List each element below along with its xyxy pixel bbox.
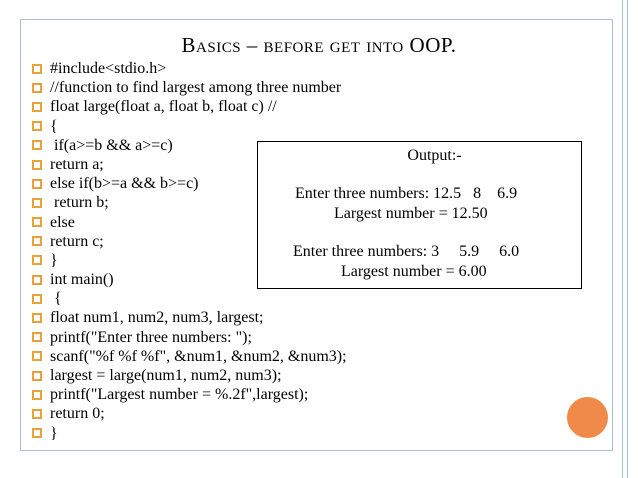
code-text: } — [50, 251, 58, 269]
square-bullet-icon — [32, 275, 42, 285]
title-suffix: OOP. — [403, 33, 457, 57]
square-bullet-icon — [32, 428, 42, 438]
square-bullet-icon — [32, 160, 42, 170]
slide-title — [0, 33, 638, 58]
square-bullet-icon — [32, 83, 42, 93]
code-text: return 0; — [50, 405, 105, 423]
code-text: int main() — [50, 271, 114, 289]
output-line-1: Enter three numbers: 12.5 8 6.9 — [295, 185, 518, 202]
square-bullet-icon — [32, 102, 42, 112]
code-text: float large(float a, float b, float c) // — [50, 98, 277, 116]
code-line — [32, 78, 347, 97]
code-line — [32, 328, 347, 347]
code-text: { — [50, 117, 58, 135]
output-line-2: Largest number = 12.50 — [334, 205, 488, 222]
code-text: float num1, num2, num3, largest; — [50, 309, 264, 327]
code-text: else if(b>=a && b>=c) — [50, 175, 199, 193]
title-middle: before get into — [263, 33, 404, 57]
code-text: if(a>=b && a>=c) — [50, 136, 173, 154]
code-line — [32, 59, 347, 78]
code-line — [32, 289, 347, 308]
square-bullet-icon — [32, 390, 42, 400]
square-bullet-icon — [32, 64, 42, 74]
square-bullet-icon — [32, 371, 42, 381]
square-bullet-icon — [32, 255, 42, 265]
right-edge-rule-inner — [627, 0, 628, 478]
code-line — [32, 117, 347, 136]
square-bullet-icon — [32, 313, 42, 323]
code-text: printf("Largest number = %.2f",largest); — [50, 386, 309, 404]
right-edge-rule — [622, 0, 623, 478]
code-text: } — [50, 424, 58, 442]
code-line — [32, 424, 347, 443]
code-text: return b; — [50, 194, 109, 212]
square-bullet-icon — [32, 351, 42, 361]
square-bullet-icon — [32, 121, 42, 131]
title-dash: – — [241, 33, 264, 57]
code-line — [32, 97, 347, 116]
square-bullet-icon — [32, 198, 42, 208]
code-text: return a; — [50, 155, 104, 173]
code-text: { — [50, 290, 62, 308]
square-bullet-icon — [32, 294, 42, 304]
code-line — [32, 385, 347, 404]
output-line-4: Largest number = 6.00 — [341, 263, 487, 280]
square-bullet-icon — [32, 332, 42, 342]
code-text: //function to find largest among three number — [50, 79, 342, 97]
code-text: #include<stdio.h> — [50, 60, 167, 77]
output-line-3: Enter three numbers: 3 5.9 6.0 — [293, 243, 520, 260]
code-line — [32, 366, 347, 385]
square-bullet-icon — [32, 140, 42, 150]
code-text: scanf("%f %f %f", &num1, &num2, &num3); — [50, 347, 347, 365]
code-text: printf("Enter three numbers: "); — [50, 328, 252, 346]
output-box — [257, 141, 582, 289]
code-line — [32, 347, 347, 366]
decorative-circle-icon — [567, 397, 608, 438]
square-bullet-icon — [32, 179, 42, 189]
code-text: else — [50, 213, 75, 231]
square-bullet-icon — [32, 217, 42, 227]
code-text: largest = large(num1, num2, num3); — [50, 367, 282, 384]
code-line — [32, 308, 347, 327]
square-bullet-icon — [32, 236, 42, 246]
code-line — [32, 404, 347, 423]
code-text: return c; — [50, 232, 104, 250]
title-prefix: Basics — [181, 33, 242, 57]
output-title: Output:- — [407, 147, 462, 164]
square-bullet-icon — [32, 409, 42, 419]
